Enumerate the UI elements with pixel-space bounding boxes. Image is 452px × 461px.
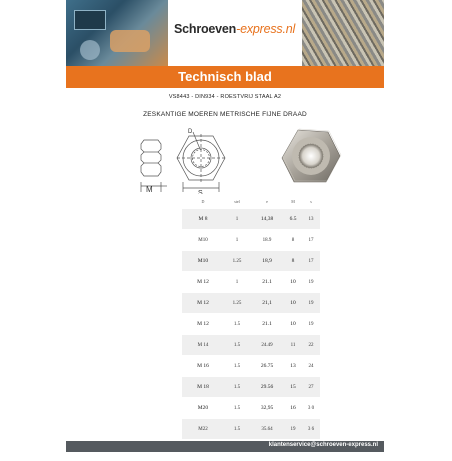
table-header-cell: M [284,194,302,209]
d-dimension-label: D [188,129,193,135]
table-cell: 22 [302,335,320,356]
table-cell: 32,95 [250,398,284,419]
table-row [182,335,320,356]
table-cell: M22 [182,419,224,440]
table-cell: 1.5 [224,419,250,440]
table-cell: 1.5 [224,335,250,356]
table-cell: 10 [284,272,302,293]
table-cell: 13 [302,209,320,230]
table-cell: M 12 [182,314,224,335]
table-cell: 1 [224,230,250,251]
table-cell: 1.5 [224,377,250,398]
table-cell: M 16 [182,356,224,377]
dimensions-table [182,194,320,461]
table-row [182,398,320,419]
table-cell: 18.9 [250,230,284,251]
table-cell: M10 [182,230,224,251]
table-cell: 17 [302,251,320,272]
table-cell: 3 0 [302,398,320,419]
table-row [182,377,320,398]
table-header-cell: stel [224,194,250,209]
table-cell: 21.1 [250,272,284,293]
table-cell: 1 [224,209,250,230]
table-header-cell: s [302,194,320,209]
table-cell: M 14 [182,335,224,356]
table-cell: M 18 [182,377,224,398]
tools-photo [66,0,168,66]
table-cell: 13 [284,356,302,377]
customer-service-email[interactable]: klantenservice@schroeven-express.nl [268,442,378,448]
table-row [182,419,320,440]
table-header-cell: e [250,194,284,209]
spec-line: VS8443 - DIN934 - ROESTVRIJ STAAL A2 [168,94,282,100]
table-cell: 24.49 [250,335,284,356]
table-cell: 1.25 [224,293,250,314]
table-cell: M20 [182,398,224,419]
table-cell: 11 [284,335,302,356]
logo-accent-text: -express.nl [236,22,296,36]
logo-main-text: Schroeven [174,22,237,36]
table-row [182,251,320,272]
table-cell: 27 [302,377,320,398]
title-bar [66,66,384,88]
page-title: Technisch blad [178,69,272,84]
table-cell: 14,38 [250,209,284,230]
logo[interactable] [168,0,302,66]
footer-bar [66,441,384,452]
table-cell: 10 [284,293,302,314]
table-cell: M 8 [182,209,224,230]
table-cell: 16 [284,398,302,419]
table-cell: 8 [284,230,302,251]
table-cell: 8 [284,251,302,272]
spec-title: ZESKANTIGE MOEREN METRISCHE FIJNE DRAAD [143,111,307,118]
table-cell: 18,9 [250,251,284,272]
table-cell: 29.56 [250,377,284,398]
table-cell: 15 [284,377,302,398]
table-cell: 6.5 [284,209,302,230]
table-cell: M10 [182,251,224,272]
table-cell: 1 [224,272,250,293]
table-cell: 19 [284,419,302,440]
header-banner [66,0,384,66]
table-cell: 17 [302,230,320,251]
table-header-cell: D [182,194,224,209]
table-cell: 1.5 [224,314,250,335]
table-cell: 1.25 [224,251,250,272]
table-cell: 19 [302,293,320,314]
table-cell: 10 [284,314,302,335]
table-header-row [182,194,320,209]
table-row [182,272,320,293]
table-cell: 19 [302,272,320,293]
table-row [182,314,320,335]
table-cell: 21,1 [250,293,284,314]
nut-side-view-drawing [141,140,167,192]
table-cell: 3 6 [302,419,320,440]
table-cell: 19 [302,314,320,335]
table-row [182,293,320,314]
m-dimension-label: M [146,185,153,194]
hex-nut-photo [280,126,342,188]
technical-drawings [122,122,384,197]
table-cell: 1.5 [224,398,250,419]
nut-front-view-drawing [177,132,225,192]
screws-photo [302,0,384,66]
technical-sheet-page [66,0,384,452]
table-cell: M 12 [182,272,224,293]
table-cell: 35.64 [250,419,284,440]
table-cell: 24 [302,356,320,377]
table-cell: 1.5 [224,356,250,377]
table-row [182,209,320,230]
table-cell: 26.75 [250,356,284,377]
table-row [182,356,320,377]
table-cell: 21.1 [250,314,284,335]
table-cell: M 12 [182,293,224,314]
table-row [182,230,320,251]
